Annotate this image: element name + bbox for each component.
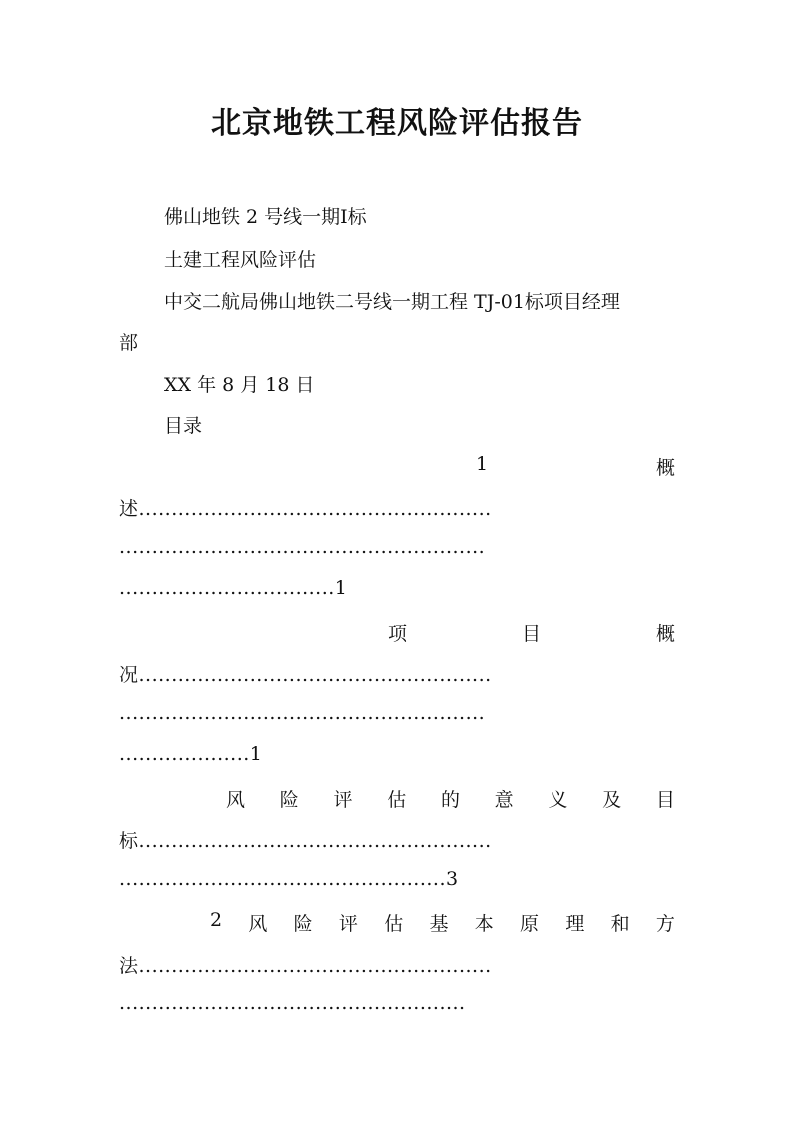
toc-entry-3-char: 意 — [494, 789, 514, 811]
toc-entry-2-leader-3: ....................1 — [119, 743, 263, 765]
toc-entry-4-char: 险 — [293, 913, 313, 935]
toc-entry-1-leader-2: ........................................................ — [119, 536, 486, 558]
subject-line: 土建工程风险评估 — [164, 249, 317, 271]
toc-entry-4-char: 方 — [655, 913, 675, 935]
organization-line: 中交二航局佛山地铁二号线一期工程 TJ-01标项目经理 — [164, 291, 620, 313]
toc-entry-4-char: 本 — [474, 913, 494, 935]
toc-entry-1-leader-1: 述...................................................... — [119, 498, 492, 520]
toc-entry-3-char: 义 — [548, 789, 568, 811]
toc-entry-4-char: 风 — [248, 913, 268, 935]
toc-entry-2-leader-2: ........................................................ — [119, 702, 486, 724]
organization-line-continued: 部 — [119, 332, 139, 354]
toc-entry-3-char: 的 — [440, 789, 460, 811]
toc-entry-3-char: 估 — [387, 789, 407, 811]
toc-entry-4-char: 2 — [210, 909, 223, 931]
toc-entry-4-char: 评 — [338, 913, 358, 935]
toc-entry-4-char: 原 — [520, 913, 540, 935]
toc-entry-1-number: 1 — [476, 453, 489, 475]
toc-entry-3-heading[interactable] — [226, 785, 675, 812]
toc-entry-3-char: 风 — [226, 789, 246, 811]
toc-entry-3-char: 评 — [333, 789, 353, 811]
toc-entry-3-leader-1: 标...................................................... — [119, 830, 492, 852]
toc-entry-4-leader-1: 法...................................................... — [119, 955, 492, 977]
toc-entry-3-char: 目 — [655, 789, 675, 811]
toc-heading: 目录 — [164, 415, 203, 437]
toc-entry-4-char: 估 — [384, 913, 404, 935]
toc-entry-1-heading[interactable] — [476, 453, 675, 480]
toc-entry-1-leader-3: .................................1 — [119, 577, 348, 599]
toc-entry-4-leader-2: ..................................................... — [119, 992, 466, 1014]
toc-entry-4-char: 基 — [429, 913, 449, 935]
toc-entry-2-char: 概 — [655, 623, 675, 645]
toc-entry-3-char: 及 — [602, 789, 622, 811]
toc-entry-3-char: 险 — [279, 789, 299, 811]
toc-entry-4-char: 理 — [565, 913, 585, 935]
toc-entry-2-char: 项 — [388, 623, 408, 645]
toc-entry-2-leader-1: 况...................................................... — [119, 664, 492, 686]
project-line: 佛山地铁 2 号线一期Ⅰ标 — [164, 206, 367, 228]
report-date: XX 年 8 月 18 日 — [164, 374, 315, 396]
document-title: 北京地铁工程风险评估报告 — [211, 106, 583, 141]
toc-entry-1-char: 概 — [655, 457, 675, 479]
toc-entry-4-heading[interactable] — [210, 909, 675, 936]
toc-entry-4-char: 和 — [610, 913, 630, 935]
toc-entry-2-char: 目 — [521, 623, 541, 645]
toc-entry-3-leader-2: ..................................................3 — [119, 868, 459, 890]
toc-entry-2-heading[interactable] — [388, 619, 675, 646]
